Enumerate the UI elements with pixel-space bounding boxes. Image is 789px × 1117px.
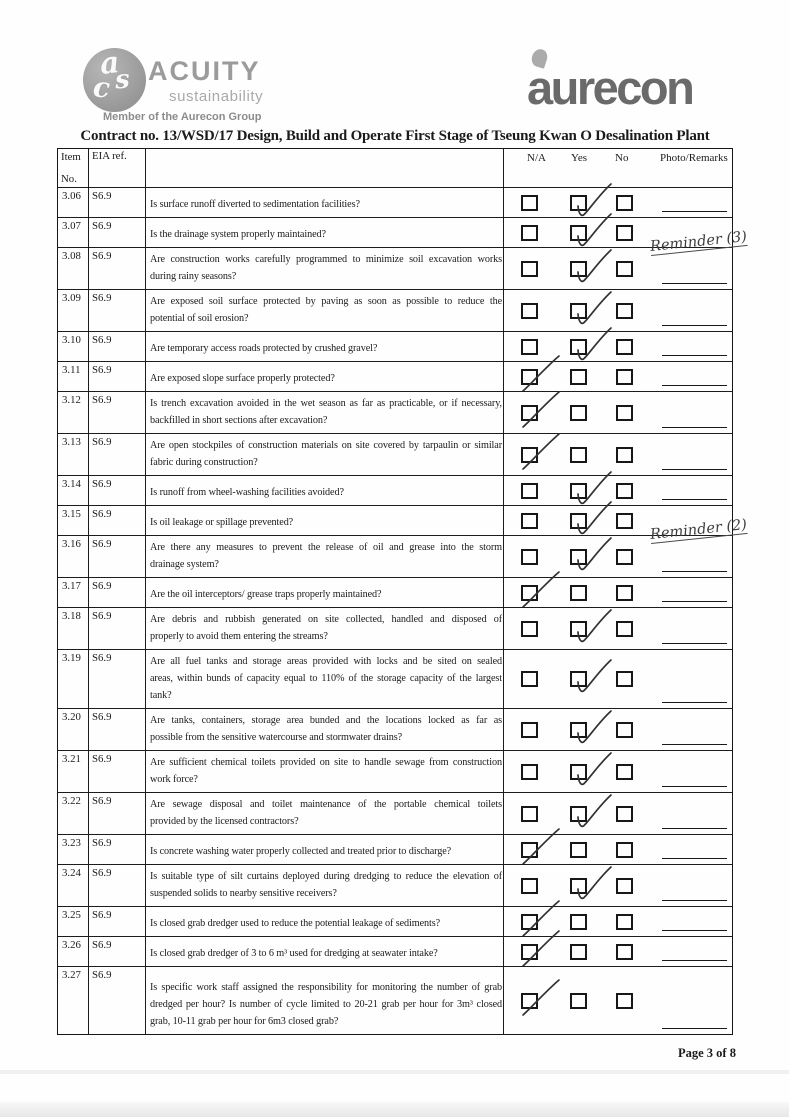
question-line: Are the oil interceptors/ grease traps properly maintained? — [150, 589, 382, 600]
eia-ref: S6.9 — [89, 248, 146, 289]
remark-line — [662, 900, 727, 901]
header-eia-ref: EIA ref. — [89, 149, 146, 187]
table-row — [58, 834, 732, 864]
table-row — [58, 936, 732, 966]
table-row — [58, 750, 732, 792]
remark-line — [662, 571, 727, 572]
remark-line — [662, 499, 727, 500]
item-no: 3.25 — [58, 907, 89, 936]
eia-ref: S6.9 — [89, 967, 146, 1034]
acuity-member-line: Member of the Aurecon Group — [103, 111, 262, 123]
eia-ref: S6.9 — [89, 608, 146, 649]
remark-line — [662, 786, 727, 787]
answer-cell — [503, 506, 748, 544]
answer-cell — [503, 434, 732, 475]
checkbox-no — [616, 513, 633, 529]
eia-ref: S6.9 — [89, 578, 146, 607]
question-line: Are sufficient chemical toilets provided on site to handle sewage from construction — [150, 757, 502, 768]
checkbox-no — [616, 405, 633, 421]
question-line: Are temporary access roads protected by crushed gravel? — [150, 343, 378, 354]
header-col-yes: Yes — [571, 152, 588, 164]
checkbox-na — [521, 225, 538, 241]
checkbox-yes — [570, 483, 587, 499]
checkbox-no — [616, 195, 633, 211]
checkbox-no — [616, 549, 633, 565]
checkbox-yes — [570, 878, 587, 894]
aurecon-wordmark: aurecon — [527, 61, 693, 114]
check-mark-icon — [567, 657, 615, 699]
header-col-no: No — [615, 152, 629, 164]
eia-ref: S6.9 — [89, 835, 146, 864]
checkbox-na — [521, 842, 538, 858]
checklist-table — [57, 148, 748, 1035]
remark-line — [662, 385, 727, 386]
question-text — [146, 793, 503, 834]
question-text — [146, 218, 503, 247]
checkbox-na — [521, 549, 538, 565]
checkbox-yes — [570, 764, 587, 780]
answer-cell — [503, 967, 732, 1034]
page-number: Page 3 of 8 — [678, 1046, 736, 1060]
checkbox-yes — [570, 225, 587, 241]
table-row — [58, 391, 732, 433]
checkbox-yes — [570, 195, 587, 211]
checkbox-yes — [570, 993, 587, 1009]
question-line: Are exposed soil surface protected by paving as soon as possible to reduce the — [150, 296, 502, 307]
question-text — [146, 434, 503, 475]
checkbox-no — [616, 339, 633, 355]
question-line: tank? — [150, 690, 172, 701]
eia-ref: S6.9 — [89, 709, 146, 750]
checkbox-na — [521, 483, 538, 499]
answer-cell — [503, 188, 732, 217]
item-no: 3.14 — [58, 476, 89, 505]
remark-line — [662, 355, 727, 356]
checkbox-na — [521, 195, 538, 211]
checkbox-na — [521, 585, 538, 601]
checkbox-yes — [570, 671, 587, 687]
answer-cell — [503, 937, 732, 966]
checkbox-no — [616, 842, 633, 858]
header-item-line2: No. — [61, 173, 77, 185]
question-line: work force? — [150, 774, 198, 785]
remark-line — [662, 427, 727, 428]
answer-cell — [503, 578, 732, 607]
check-mark-icon — [567, 535, 615, 577]
checkbox-yes — [570, 585, 587, 601]
question-text — [146, 907, 503, 936]
checkbox-no — [616, 483, 633, 499]
table-row — [58, 906, 732, 936]
checkbox-yes — [570, 722, 587, 738]
remark-line — [662, 643, 727, 644]
eia-ref: S6.9 — [89, 290, 146, 331]
checkbox-na — [521, 513, 538, 529]
item-no: 3.26 — [58, 937, 89, 966]
header-item-line1: Item — [61, 151, 81, 163]
eia-ref: S6.9 — [89, 362, 146, 391]
checkbox-no — [616, 764, 633, 780]
checkbox-no — [616, 914, 633, 930]
table-row — [58, 535, 732, 577]
checkbox-yes — [570, 261, 587, 277]
question-text — [146, 290, 503, 331]
eia-ref: S6.9 — [89, 536, 146, 577]
eia-ref: S6.9 — [89, 392, 146, 433]
document-title: Contract no. 13/WSD/17 Design, Build and Operate First Stage of Tseung Kwan O Desalination Plant — [80, 128, 710, 144]
item-no: 3.07 — [58, 218, 89, 247]
checkbox-yes — [570, 303, 587, 319]
check-mark-icon — [518, 433, 566, 475]
question-text — [146, 362, 503, 391]
check-mark-icon — [567, 247, 615, 289]
item-no: 3.06 — [58, 188, 89, 217]
checkbox-na — [521, 914, 538, 930]
question-text — [146, 650, 503, 708]
header-item-no — [58, 149, 89, 187]
checkbox-na — [521, 806, 538, 822]
item-no: 3.21 — [58, 751, 89, 792]
answer-cell — [503, 650, 732, 708]
checkbox-no — [616, 225, 633, 241]
checkbox-na — [521, 878, 538, 894]
checkbox-no — [616, 621, 633, 637]
check-mark-icon — [567, 750, 615, 792]
question-text — [146, 248, 503, 289]
item-no: 3.20 — [58, 709, 89, 750]
question-text — [146, 967, 503, 1034]
question-line: Is trench excavation avoided in the wet season as far as practicable, or if necessary, — [150, 398, 502, 409]
question-line: Is concrete washing water properly collected and treated prior to discharge? — [150, 846, 452, 857]
question-line: Is oil leakage or spillage prevented? — [150, 517, 294, 528]
eia-ref: S6.9 — [89, 907, 146, 936]
question-line: fabric during construction? — [150, 457, 258, 468]
eia-ref: S6.9 — [89, 650, 146, 708]
eia-ref: S6.9 — [89, 937, 146, 966]
check-mark-icon — [567, 607, 615, 649]
question-line: Are sewage disposal and toilet maintenance of the portable chemical toilets — [150, 799, 502, 810]
checkbox-na — [521, 447, 538, 463]
checkbox-na — [521, 261, 538, 277]
checkbox-no — [616, 993, 633, 1009]
header-col-na: N/A — [527, 152, 546, 164]
question-text — [146, 392, 503, 433]
question-line: suspended solids to nearby sensitive receivers? — [150, 888, 337, 899]
answer-cell — [503, 248, 732, 289]
checkbox-na — [521, 303, 538, 319]
question-line: dredged per hour? Is number of cycle limited to 20-21 grab per hour for 3m³ closed — [150, 999, 502, 1010]
question-text — [146, 937, 503, 966]
question-text — [146, 751, 503, 792]
check-mark-icon — [567, 708, 615, 750]
checkbox-na — [521, 944, 538, 960]
item-no: 3.17 — [58, 578, 89, 607]
checkbox-yes — [570, 806, 587, 822]
question-text — [146, 865, 503, 906]
table-header-row — [58, 149, 732, 187]
checkbox-no — [616, 671, 633, 687]
answer-cell — [503, 218, 748, 256]
eia-ref: S6.9 — [89, 218, 146, 247]
table-row — [58, 247, 732, 289]
question-line: areas, within bunds of capacity equal to 110% of the storage capacity of the largest — [150, 673, 502, 684]
check-mark-icon — [567, 864, 615, 906]
table-row — [58, 475, 732, 505]
remark-line — [662, 702, 727, 703]
checkbox-na — [521, 405, 538, 421]
item-no: 3.19 — [58, 650, 89, 708]
item-no: 3.13 — [58, 434, 89, 475]
question-text — [146, 476, 503, 505]
item-no: 3.11 — [58, 362, 89, 391]
question-line: drainage system? — [150, 559, 219, 570]
question-text — [146, 578, 503, 607]
table-row — [58, 649, 732, 708]
checkbox-yes — [570, 842, 587, 858]
table-row — [58, 792, 732, 834]
remark-line — [662, 283, 727, 284]
checkbox-no — [616, 585, 633, 601]
table-row — [58, 708, 732, 750]
checkbox-na — [521, 764, 538, 780]
question-line: Is closed grab dredger of 3 to 6 m³ used for dredging at seawater intake? — [150, 948, 438, 959]
acuity-monogram-icon — [83, 45, 146, 112]
question-line: Are exposed slope surface properly protected? — [150, 373, 335, 384]
header-col-photo: Photo/Remarks — [660, 152, 728, 164]
checkbox-yes — [570, 447, 587, 463]
answer-cell — [503, 835, 732, 864]
remark-line — [662, 211, 727, 212]
item-no: 3.24 — [58, 865, 89, 906]
checkbox-yes — [570, 405, 587, 421]
checkbox-no — [616, 944, 633, 960]
checkbox-no — [616, 261, 633, 277]
item-no: 3.15 — [58, 506, 89, 535]
eia-ref: S6.9 — [89, 332, 146, 361]
question-line: possible from the sensitive watercourse and stormwater drains? — [150, 732, 403, 743]
question-text — [146, 536, 503, 577]
question-text — [146, 506, 503, 535]
scan-artifact-band — [0, 1102, 789, 1117]
answer-cell — [503, 476, 732, 505]
aurecon-logo — [527, 46, 747, 116]
checkbox-yes — [570, 944, 587, 960]
table-row — [58, 577, 732, 607]
table-row — [58, 433, 732, 475]
header-answer-columns — [503, 149, 732, 187]
question-line: Is the drainage system properly maintained? — [150, 229, 326, 240]
item-no: 3.27 — [58, 967, 89, 1034]
question-line: grab, 10-11 grab per hour for 6m3 closed grab? — [150, 1016, 339, 1027]
checkbox-na — [521, 339, 538, 355]
eia-ref: S6.9 — [89, 865, 146, 906]
checkbox-no — [616, 878, 633, 894]
question-text — [146, 835, 503, 864]
question-text — [146, 332, 503, 361]
remark-line — [662, 828, 727, 829]
item-no: 3.22 — [58, 793, 89, 834]
question-line: Are tanks, containers, storage area bunded and the locations locked as far as — [150, 715, 502, 726]
check-mark-icon — [518, 979, 566, 1021]
eia-ref: S6.9 — [89, 434, 146, 475]
question-line: Is specific work staff assigned the responsibility for monitoring the number of grab — [150, 982, 502, 993]
question-line: during rainy seasons? — [150, 271, 237, 282]
monogram-letter-s: s — [113, 64, 131, 96]
item-no: 3.23 — [58, 835, 89, 864]
answer-cell — [503, 608, 732, 649]
item-no: 3.16 — [58, 536, 89, 577]
remark-line — [662, 1028, 727, 1029]
item-no: 3.12 — [58, 392, 89, 433]
remark-line — [662, 930, 727, 931]
question-line: potential of soil erosion? — [150, 313, 249, 324]
item-no: 3.09 — [58, 290, 89, 331]
table-row — [58, 864, 732, 906]
question-text — [146, 608, 503, 649]
question-line: provided by the licensed contractors? — [150, 816, 299, 827]
question-line: properly to avoid them entering the streams? — [150, 631, 328, 642]
answer-cell — [503, 709, 732, 750]
eia-ref: S6.9 — [89, 506, 146, 535]
question-line: Are debris and rubbish generated on site collected, handled and disposed of — [150, 614, 502, 625]
checkbox-na — [521, 722, 538, 738]
checkbox-yes — [570, 621, 587, 637]
answer-cell — [503, 751, 732, 792]
item-no: 3.18 — [58, 608, 89, 649]
table-row — [58, 289, 732, 331]
item-no: 3.08 — [58, 248, 89, 289]
check-mark-icon — [567, 792, 615, 834]
remark-handwriting: Reminder (3) — [649, 228, 748, 256]
acuity-wordmark: ACUITY — [148, 56, 261, 86]
remark-line — [662, 960, 727, 961]
remark-line — [662, 325, 727, 326]
checkbox-no — [616, 447, 633, 463]
checkbox-yes — [570, 369, 587, 385]
checkbox-no — [616, 303, 633, 319]
question-line: Is surface runoff diverted to sedimentation facilities? — [150, 199, 360, 210]
question-line: Are all fuel tanks and storage areas provided with locks and be sited on sealed — [150, 656, 502, 667]
eia-ref: S6.9 — [89, 476, 146, 505]
table-row — [58, 331, 732, 361]
acuity-logo — [75, 44, 475, 130]
item-no: 3.10 — [58, 332, 89, 361]
eia-ref: S6.9 — [89, 793, 146, 834]
question-line: Are there any measures to prevent the release of oil and grease into the storm — [150, 542, 502, 553]
question-line: Is closed grab dredger used to reduce the potential leakage of sediments? — [150, 918, 441, 929]
header-question-column — [146, 149, 503, 187]
table-row — [58, 187, 732, 217]
checkbox-no — [616, 369, 633, 385]
table-row — [58, 966, 732, 1034]
table-row — [58, 361, 732, 391]
acuity-subtitle: sustainability — [169, 88, 264, 105]
question-line: Are open stockpiles of construction materials on site covered by tarpaulin or similar — [150, 440, 502, 451]
question-line: Is suitable type of silt curtains deployed during dredging to reduce the elevation of — [150, 871, 502, 882]
checkbox-na — [521, 993, 538, 1009]
checkbox-na — [521, 671, 538, 687]
question-line: Are construction works carefully programmed to minimize soil excavation works — [150, 254, 502, 265]
question-text — [146, 709, 503, 750]
answer-cell — [503, 362, 732, 391]
monogram-letter-a: a — [98, 45, 122, 82]
monogram-letter-c: c — [91, 70, 112, 105]
table-row — [58, 607, 732, 649]
question-text — [146, 188, 503, 217]
eia-ref: S6.9 — [89, 188, 146, 217]
remark-line — [662, 744, 727, 745]
eia-ref: S6.9 — [89, 751, 146, 792]
checkbox-no — [616, 722, 633, 738]
question-line: Is runoff from wheel-washing facilities avoided? — [150, 487, 344, 498]
checkbox-na — [521, 621, 538, 637]
checkbox-no — [616, 806, 633, 822]
remark-line — [662, 601, 727, 602]
checkbox-yes — [570, 513, 587, 529]
remark-line — [662, 858, 727, 859]
remark-line — [662, 469, 727, 470]
checklist-rows — [58, 187, 748, 1034]
answer-cell — [503, 392, 732, 433]
checkbox-yes — [570, 549, 587, 565]
remark-handwriting: Reminder (2) — [649, 516, 748, 544]
checkbox-na — [521, 369, 538, 385]
check-mark-icon — [518, 391, 566, 433]
scan-artifact-line — [0, 1070, 789, 1074]
checkbox-yes — [570, 914, 587, 930]
answer-cell — [503, 290, 732, 331]
question-line: backfilled in short sections after excavation? — [150, 415, 328, 426]
checkbox-yes — [570, 339, 587, 355]
